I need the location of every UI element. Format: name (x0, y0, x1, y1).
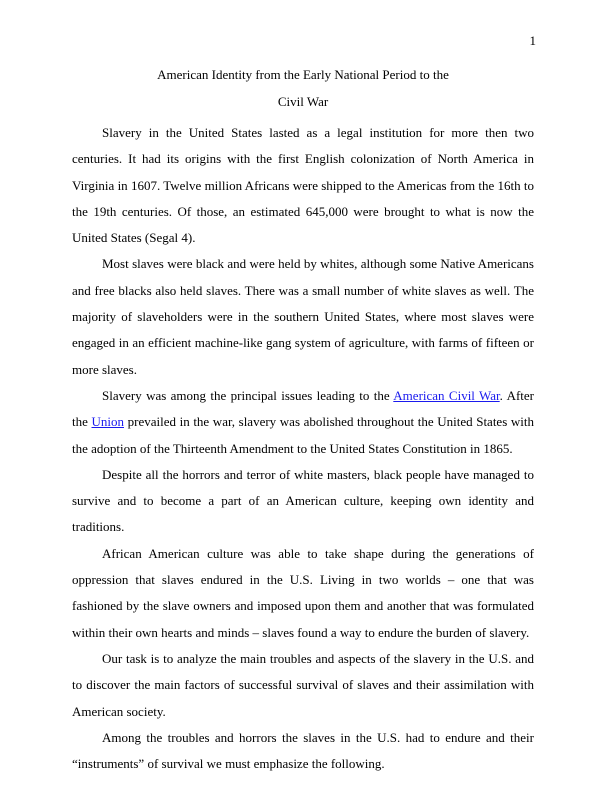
paragraph-3-text-1: Slavery was among the principal issues leading to the (102, 387, 394, 403)
title-line-1: American Identity from the Early National Period to the (157, 67, 449, 82)
paragraph-2: Most slaves were black and were held by whites, although some Native Americans and free blacks also held slaves. There was a small number of white slaves as well. The majority of slaveholders were in the southern United States, where most slaves were engaged in an efficient machine-like gang system of agriculture, with farms of fifteen or more slaves. (72, 256, 534, 377)
paragraph-3-text-2: . After the (72, 387, 534, 430)
paragraph-3 (72, 383, 534, 462)
paragraph-4: Despite all the horrors and terror of white masters, black people have managed to survive and to become a part of an American culture, keeping own identity and traditions. (72, 466, 534, 535)
page-number: 1 (529, 33, 536, 48)
american-civil-war-link[interactable]: American Civil War (393, 387, 500, 403)
paragraph-3-text-3: prevailed in the war, slavery was abolished throughout the United States with the adoption of the Thirteenth Amendment to the United States Constitution in 1865. (72, 414, 534, 456)
paragraph-1: Slavery in the United States lasted as a legal institution for more then two centuries. It had its origins with the first English colonization of North America in Virginia in 1607. Twelve million Africans were shipped to the Americas from the 16th to the 19th centuries. Of those, an estimated 645,000 were brought to what is now the United States (Segal 4). (72, 125, 534, 246)
paragraph-5: African American culture was able to take shape during the generations of oppression that slaves endured in the U.S. Living in two worlds – one that was fashioned by the slave owners and imposed upon them and another that was formulated within their own hearts and minds – slaves found a way to endure the burden of slavery. (72, 545, 534, 640)
body-text (72, 120, 534, 777)
paragraph-7: Among the troubles and horrors the slaves in the U.S. had to endure and their “instruments” of survival we must emphasize the following. (72, 729, 534, 772)
title-line-2: Civil War (277, 94, 329, 109)
union-link[interactable]: Union (91, 414, 124, 430)
paragraph-6: Our task is to analyze the main troubles and aspects of the slavery in the U.S. and to discover the main factors of successful survival of slaves and their assimilation with American society. (72, 650, 534, 719)
